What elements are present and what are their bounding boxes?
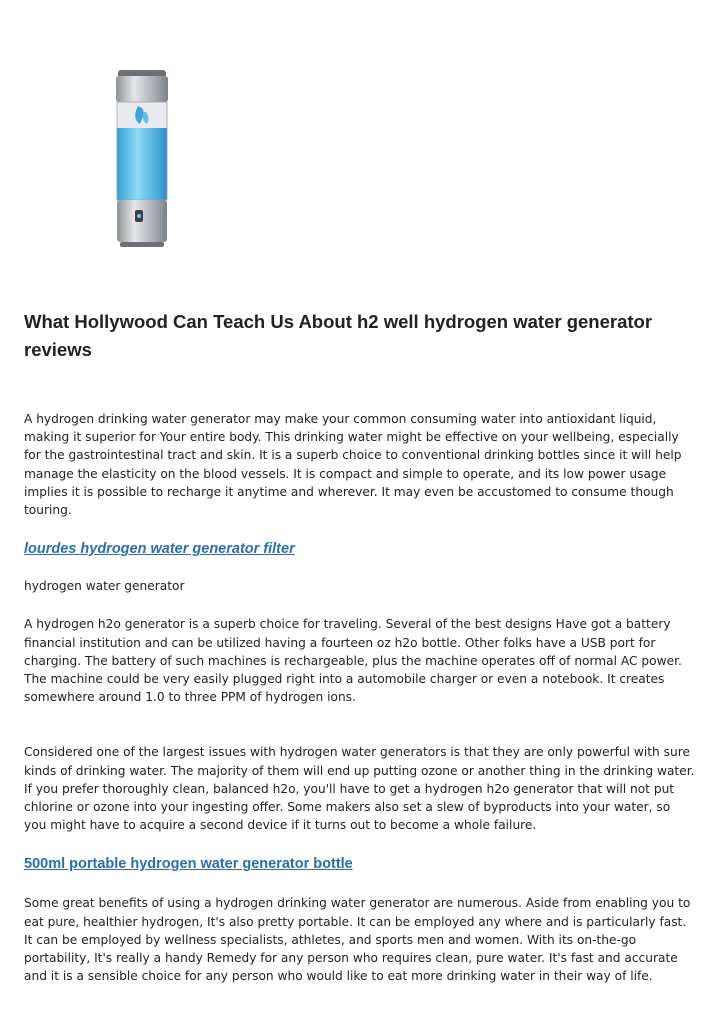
link-lourdes-filter[interactable]: lourdes hydrogen water generator filter	[24, 541, 295, 558]
paragraph-4: Some great benefits of using a hydrogen drinking water generator are numerous. Aside from enabling you to eat pure, healthier hydrogen, It's also pretty portable. It can be employed any where and is particularly fast. It can be employed by wellness specialists, athletes, and sports men and women. With its on-the-go portability, It's really a handy Remedy for any person who requires clean, pure water. It's fast and accurate and it is a sensible choice for any person who would like to eat more drinking water in their way of life.	[24, 896, 691, 984]
hydrogen-water-bottle-image	[112, 68, 172, 250]
paragraph-2: A hydrogen h2o generator is a superb choice for traveling. Several of the best designs Have got a battery financial institution and can be utilized having a fourteen oz h2o bottle. Other folks have a USB port for charging. The battery of such machines is rechargeable, plus the machine operates off of normal AC power. The machine could be very easily plugged right into a automobile charger or even a notebook. It creates somewhere around 1.0 to three PPM of hydrogen ions.	[24, 617, 682, 705]
article	[24, 308, 696, 985]
plain-line: hydrogen water generator	[24, 579, 185, 594]
article-title: What Hollywood Can Teach Us About h2 well hydrogen water generator reviews	[24, 311, 653, 360]
intro-paragraph: A hydrogen drinking water generator may make your common consuming water into antioxidant liquid, making it superior for Your entire body. This drinking water might be effective on your wellbeing, especially for the gastrointestinal tract and skin. It is a superb choice to conventional drinking bottles since it will help manage the elasticity on the blood vessels. It is compact and simple to operate, and its low power usage implies it is possible to recharge it anytime and wherever. It may even be accustomed to consume though touring.	[24, 412, 682, 518]
link-500ml-bottle[interactable]: 500ml portable hydrogen water generator bottle	[24, 856, 353, 873]
paragraph-3: Considered one of the largest issues with hydrogen water generators is that they are only powerful with sure kinds of drinking water. The majority of them will end up putting ozone or another thing in the drinking water. If you prefer thoroughly clean, balanced h2o, you'll have to get a hydrogen h2o generator that will not put chlorine or ozone into your ingesting offer. Some makers also set a slew of byproducts into your water, so you might have to acquire a second device if it turns out to become a whole failure.	[24, 745, 695, 833]
